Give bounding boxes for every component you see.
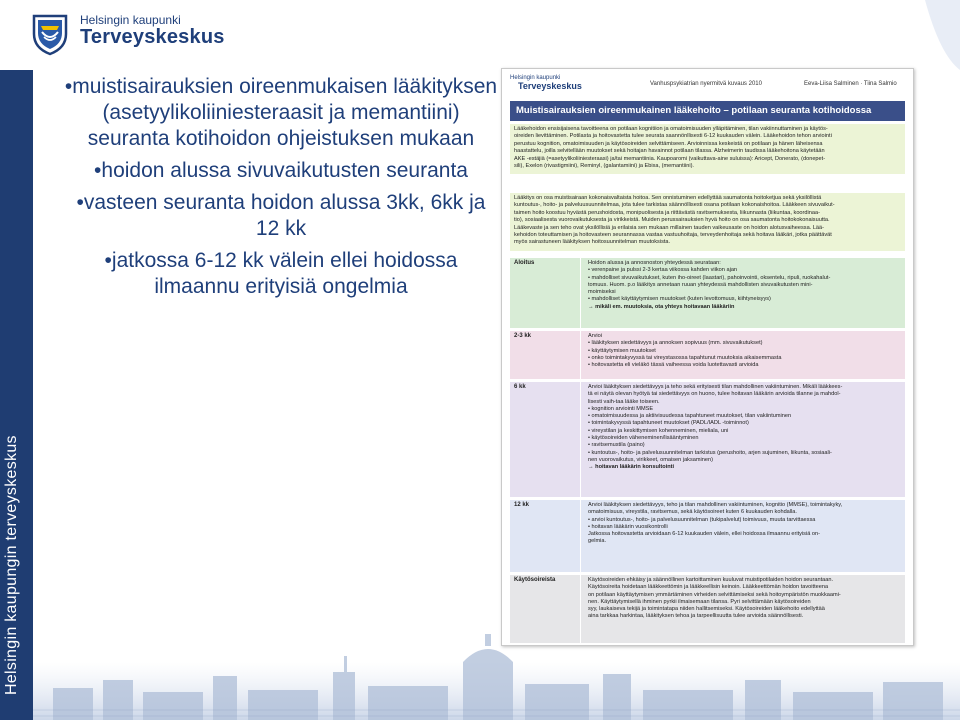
row-line: • omatoimisuudessa ja aktiivisuudessa tapahtuneet muutokset, tilan vakiintuminen xyxy=(588,413,792,420)
helsinki-crest-icon xyxy=(30,12,70,56)
bullet-item: •hoidon alussa sivuvaikutusten seuranta xyxy=(94,159,468,182)
paragraph-line: taimen hoito koostuu hyvästä perushoidosta, monipuolisesta ja riittävästä ravitsemuksesta, liikunnasta (liikuntaa, koordinaa- xyxy=(514,209,820,216)
row-line: Hoidon alussa ja annosnoston yhteydessä seurataan: xyxy=(588,260,721,266)
bullet-item: •jatkossa 6-12 kk välein ellei hoidossa ilmaannu erityisiä ongelmia xyxy=(104,249,458,298)
row-label: 6 kk xyxy=(514,384,526,390)
intro-paragraph xyxy=(510,124,905,174)
helsinki-logo xyxy=(30,12,230,56)
row-line: Käytösoireiden ehkäisy ja säännöllinen kartoittaminen kuuluvat muistipotilaiden hoidon seurantaan. xyxy=(588,577,834,583)
row-line: • toimintakyvyssä tapahtuneet muutokset (PADL/IADL -toiminnot) xyxy=(588,420,749,427)
row-line: syy, laukaiseva tekijä ja toimintatapa niiden hallitsemiseksi. Käytösoireiden lääkehoito edellyttää xyxy=(588,606,825,613)
row-line: lisesti vaih-taa lääke toiseen. xyxy=(588,398,660,405)
row-line: • kognition arviointi MMSE xyxy=(588,405,654,412)
paragraph-line: Lääkitys on osa muistisairaan kokonaisvaltaista hoitoa. Sen onnistuminen edellyttää saumatonta hoitoketjua sekä yksilöllistä xyxy=(514,195,822,201)
row-line: Käytösoireita hoidetaan lääkkeettömin ja lääkkeellisin keinoin. Lääkkeettömän hoidon tavoitteena xyxy=(588,584,829,591)
row-line: • onko toimintakyvyssä tai vireystasossa tapahtunut muutoksia aikaisemmasta xyxy=(588,354,782,361)
row-content xyxy=(588,502,901,546)
bullet-text: hoidon alussa sivuvaikutusten seuranta xyxy=(101,159,468,182)
bullet-item: •vasteen seuranta hoidon alussa 3kk, 6kk ja 12 kk xyxy=(76,191,486,240)
row-line: tä ei näytä olevan hyötyä tai siedettävyys on huono, tulee hoitavan lääkärin arvioida tilanne ja mahdol- xyxy=(588,391,841,398)
row-content xyxy=(588,260,901,311)
bullet-list xyxy=(62,74,500,306)
row-line: • ravitsemustila (paino) xyxy=(588,442,645,449)
schedule-row-12kk xyxy=(510,500,905,572)
paragraph-line: Lääkevaste ja sen teho ovat yksilöllisiä ja erilaisia sen mukaan millainen tauden vaikeusaste on hoidon alotusvaiheessa. Lää- xyxy=(514,224,825,231)
logo-org-text: Terveyskeskus xyxy=(80,26,225,48)
bullet-text: muistisairauksien oireenmukaisen lääkityksen (asetyylikoliiniesteraasit ja memantiini) seuranta kotihoidon ohjeistuksen mukaan xyxy=(72,75,498,150)
row-line: omatoimisuus, vireystila, ravitsemus, sekä käytösoireet kuten 6 kuukauden kohdalla. xyxy=(588,509,797,516)
row-line: • käytösoireiden väheneminen/lisääntyminen xyxy=(588,435,699,442)
row-label: Käytösoireista xyxy=(514,577,556,583)
row-line: • hoitavan lääkärin vuosikontrolli xyxy=(588,523,668,530)
embedded-document xyxy=(501,68,914,646)
corner-decoration xyxy=(915,0,960,80)
row-line: • mahdolliset käyttäytymisen muutokset (kuten levottomuus, kiihtyneisyys) xyxy=(588,296,771,303)
row-label: 12 kk xyxy=(514,502,530,508)
row-line: aina tarkkaa harkintaa, lääkityksen tehoa ja tarpeellisuutta tulee arvioida säännöllisesti. xyxy=(588,613,804,620)
row-content xyxy=(588,577,901,621)
row-label: 2-3 kk xyxy=(514,333,532,339)
bullet-text: jatkossa 6-12 kk välein ellei hoidossa ilmaannu erityisiä ongelmia xyxy=(111,249,458,298)
row-line: Arvioi xyxy=(588,333,602,339)
row-line: • vireystilan ja keskittymisen kohenneminen, mieliala, uni xyxy=(588,427,729,434)
row-line: • arvioi kuntoutus-, hoito- ja palvelusuunnitelman (tukipalvelut) toimivuus, muuta tarvittaessa xyxy=(588,516,816,523)
logo-city-text: Helsingin kaupunki xyxy=(80,13,181,27)
row-line: gelmia. xyxy=(588,538,607,545)
row-line: • lääkityksen siedettävyys ja annoksen sopivuus (mm. sivuvaikutukset) xyxy=(588,340,763,347)
row-line: tomuus. Huom. p.o lääkitys annetaan ruuan yhteydessä mahdollisten sivuvaikutusten mini- xyxy=(588,281,813,288)
row-line: • mahdolliset sivuvaikutukset, kuten iho-oireet (laastari), pahoinvointi, oksentelu, ripuli, ruokahalut- xyxy=(588,274,831,281)
row-line: on potilaan käyttäytymisen ymmärtäminen virheiden selvittämiseksi sekä hoitoympäristön muokkaami- xyxy=(588,591,841,598)
row-content xyxy=(588,333,901,369)
paragraph-line: kuntoutus-, hoito- ja palveluusuunnitelmaa, jota tulee tarkistaa säännöllisesti osana potilaan kokonaishoitoa. Lääkkeen sivuvaikut- xyxy=(514,202,835,209)
document-header-title: Vanhuspsykiatrian nyermitvä kuvaus 2010 xyxy=(650,81,762,87)
document-title: Muistisairauksien oireenmukainen lääkehoito – potilaan seuranta kotihoidossa xyxy=(510,101,905,121)
paragraph-line: Lääkehoidon ensisijaisena tavoitteena on potilaan kognitiion ja omatoimisuuden ylläpitäminen, tilan vakiinnuttaminen ja käytös- xyxy=(514,126,828,132)
schedule-row-2-3kk xyxy=(510,331,905,379)
row-line: nen. Käyttäytymisellä ihminen pyrkii ilmaisemaan tilansa. Pyri selvittämään käytösoireiden xyxy=(588,598,811,605)
row-line: nen vuorovaikutus, virikkeet, omaisen jaksaminen) xyxy=(588,456,713,463)
row-line: • hoitovastetta eli vieläkö tässä vaiheessa voida luotettavasti arvioida xyxy=(588,362,759,369)
bullet-item: •muistisairauksien oireenmukaisen lääkityksen (asetyylikoliiniesteraasit ja memantiini) seuranta kotihoidon ohjeistuksen mukaan xyxy=(64,75,498,150)
care-paragraph xyxy=(510,193,905,251)
paragraph-line: oireiden lievittäminen. Potilasta ja hoitovastetta tulee seurata saannönllisesti 6-12 kuukauden välein. Lääkehoidon tehon arviointi xyxy=(514,133,832,140)
row-line: Arvioi lääkityksen siedettävyys ja teho sekä erityisesti tilan mahdollinen vakiintuminen. Mikäli lääkkees- xyxy=(588,384,843,390)
paragraph-line: kehoidon toteuttamisen ja hoitovasteen seurannassa vastaa vastuuhoitaja, terveydenhoitaja sekä hoitava lääkäri, jotka päättävät xyxy=(514,232,832,239)
row-line: Arvioi lääkityksen siedettävyys, teho ja tilan mahdollinen vakiintuminen, kognitio (MMSE), toimintakyky, xyxy=(588,502,843,508)
row-line: → mikäli em. muutoksia, ota yhteys hoitavaan lääkäriin xyxy=(588,303,735,310)
paragraph-line: haastattelu, joilla selvitellään muutokset sekä hoitajan havainnot potilaan tilassa. Alzheimerin taudissa lääkehoitona käytetään xyxy=(514,148,825,155)
row-line: → hoitavan lääkärin konsultointi xyxy=(588,464,675,471)
row-line: moimiseksi xyxy=(588,289,616,296)
document-logo-small: Helsingin kaupunki xyxy=(510,75,561,81)
document-authors: Eeva-Liisa Salminen · Tiina Salmio xyxy=(804,81,897,87)
schedule-row-6kk xyxy=(510,382,905,497)
skyline-decoration xyxy=(33,632,960,720)
paragraph-line: tio), sosiaalisesta vuorovaikutuksesta ja virikkeistä. Muiden perussairauksien hyvä hoito on osa saumatonta hoitokokonaisuutta. xyxy=(514,217,830,224)
schedule-row-aloitus xyxy=(510,258,905,328)
row-content xyxy=(588,384,901,472)
paragraph-line: myös sairastuneen lääkityksen hoitosuunnitelman muutoksista. xyxy=(514,239,671,246)
side-bar-text: Helsingin kaupungin terveyskeskus xyxy=(3,435,20,695)
row-line: • verenpaine ja pulssi 2-3 kertaa viikossa kahden viikon ajan xyxy=(588,267,738,274)
row-label: Aloitus xyxy=(514,260,535,266)
row-line: • käyttäytymisen muutokset xyxy=(588,347,656,354)
paragraph-line: perustuu kognition, omatoimisuuden ja käytösoireiden selvittämiseen. Arvioinnissa keskeistä on potilaan ja hänen läheisensa xyxy=(514,140,823,147)
document-header xyxy=(510,73,906,97)
document-logo: Terveyskeskus xyxy=(518,81,582,91)
paragraph-line: AKE -estäjiä (=asetyylikoliiniesteraasi) ja/tai memantiinia. Kaupoaromi (vaikuttava-aine suluissa): Aricept, Donerato, (donepet- xyxy=(514,155,826,162)
paragraph-line: sili), Exelon (rivastigmiini), Reminyl, (galantamiini) ja Ebixa, (memantiini). xyxy=(514,163,694,170)
bullet-text: vasteen seuranta hoidon alussa 3kk, 6kk ja 12 kk xyxy=(83,191,486,240)
row-line: Jatkossa hoitovastetta arvioidaan 6-12 kuukauden välein, ellei hoidossa ilmaannu erityisiä on- xyxy=(588,531,820,538)
row-line: • kuntoutus-, hoito- ja palvelusuunnitelman tarkistus (perushoito, arjen sujuminen, liikunta, sosiaali- xyxy=(588,449,832,456)
